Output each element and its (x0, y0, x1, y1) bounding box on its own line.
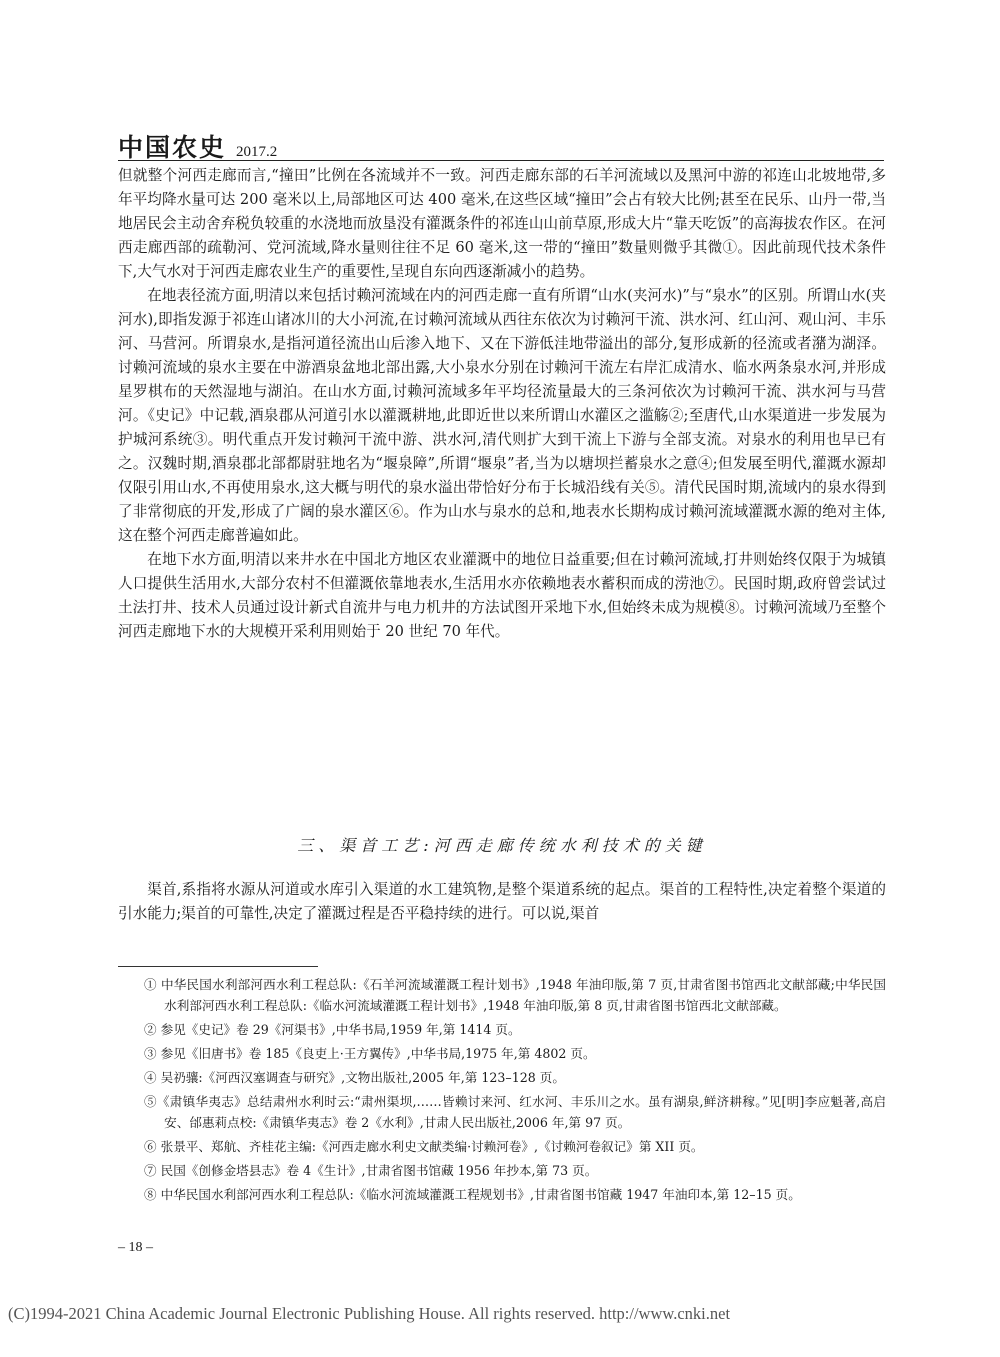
footnote-rule (118, 966, 318, 967)
footnote-5: ⑤《肃镇华夷志》总结肃州水利时云:“肃州渠坝,……皆赖讨来河、红水河、丰乐川之水。虽有湖泉,鲜济耕稼。”见[明]李应魁著,高启安、邰惠莉点校:《肃镇华夷志》卷 2《水利》,甘肃人民出版社,2006 年,第 97 页。 (144, 1094, 886, 1130)
paragraph-2: 在地表径流方面,明清以来包括讨赖河流域在内的河西走廊一直有所谓“山水(夹河水)”与“泉水”的区别。所谓山水(夹河水),即指发源于祁连山诸冰川的大小河流,在讨赖河流域从西往东依次为讨赖河干流、洪水河、红山河、观山河、丰乐河、马营河。所谓泉水,是指河道径流出山后渗入地下、又在下游低洼地带溢出的部分,复形成新的径流或者潴为湖泽。讨赖河流域的泉水主要在中游酒泉盆地北部出露,大小泉水分别在讨赖河干流左右岸汇成清水、临水两条泉水河,并形成星罗棋布的天然湿地与湖泊。在山水方面,讨赖河流域多年平均径流量最大的三条河依次为讨赖河干流、洪水河与马营河。《史记》中记载,酒泉郡从河道引水以灌溉耕地,此即近世以来所谓山水灌区之滥觞②;至唐代,山水渠道进一步发展为护城河系统③。明代重点开发讨赖河干流中游、洪水河,清代则扩大到干流上下游与全部支流。对泉水的利用也早已有之。汉魏时期,酒泉郡北部都尉驻地名为“堰泉障”,所谓“堰泉”者,当为以塘坝拦蓄泉水之意④;但发展至明代,灌溉水源却仅限引用山水,不再使用泉水,这大概与明代的泉水溢出带恰好分布于长城沿线有关⑤。清代民国时期,流域内的泉水得到了非常彻底的开发,形成了广阔的泉水灌区⑥。作为山水与泉水的总和,地表水长期构成讨赖河流域灌溉水源的绝对主体,这在整个河西走廊普遍如此。 (118, 287, 886, 544)
footnote-1: ① 中华民国水利部河西水利工程总队:《石羊河流域灌溉工程计划书》,1948 年油印版,第 7 页,甘肃省图书馆西北文献部藏;中华民国水利部河西水利工程总队:《临水河流域灌溉工程计划书》,1948 年油印版,第 8 页,甘肃省图书馆西北文献部藏。 (144, 977, 886, 1013)
paragraph-3: 在地下水方面,明清以来井水在中国北方地区农业灌溉中的地位日益重要;但在讨赖河流域,打井则始终仅限于为城镇人口提供生活用水,大部分农村不但灌溉依靠地表水,生活用水亦依赖地表水蓄积而成的涝池⑦。民国时期,政府曾尝试过土法打井、技术人员通过设计新式自流井与电力机井的方法试图开采地下水,但始终未成为规模⑧。讨赖河流域乃至整个河西走廊地下水的大规模开采利用则始于 20 世纪 70 年代。 (118, 551, 886, 640)
journal-name: 中国农史 (118, 133, 227, 162)
footnote-6: ⑥ 张景平、郑航、齐桂花主编:《河西走廊水利史文献类编·讨赖河卷》,《讨赖河卷叙记》第 XII 页。 (144, 1139, 704, 1154)
footnote-2: ② 参见《史记》卷 29《河渠书》,中华书局,1959 年,第 1414 页。 (144, 1022, 521, 1037)
footnote-8: ⑧ 中华民国水利部河西水利工程总队:《临水河流域灌溉工程规划书》,甘肃省图书馆藏 1947 年油印本,第 12–15 页。 (144, 1187, 801, 1202)
footnotes (144, 974, 886, 1208)
header-rule (118, 160, 884, 161)
section-paragraph: 渠首,系指将水源从河道或水库引入渠道的水工建筑物,是整个渠道系统的起点。渠首的工程特性,决定着整个渠道的引水能力;渠首的可靠性,决定了灌溉过程是否平稳持续的进行。可以说,渠首 (118, 881, 886, 922)
body-text (118, 164, 886, 644)
footnote-4: ④ 吴礽骧:《河西汉塞调查与研究》,文物出版社,2005 年,第 123–128 页。 (144, 1070, 565, 1085)
issue-number: 2017.2 (236, 144, 278, 160)
copyright-footer: (C)1994-2021 China Academic Journal Electronic Publishing House. All rights reserved. http://www.cnki.net (8, 1304, 731, 1323)
page-number: – 18 – (118, 1240, 153, 1255)
footnote-3: ③ 参见《旧唐书》卷 185《良吏上·王方翼传》,中华书局,1975 年,第 4802 页。 (144, 1046, 596, 1061)
running-header (118, 128, 277, 164)
section-title: 三、渠首工艺:河西走廊传统水利技术的关键 (297, 836, 707, 855)
section-body (118, 878, 886, 926)
footnote-7: ⑦ 民国《创修金塔县志》卷 4《生计》,甘肃省图书馆藏 1956 年抄本,第 73 页。 (144, 1163, 598, 1178)
paragraph-1: 但就整个河西走廊而言,“撞田”比例在各流域并不一致。河西走廊东部的石羊河流域以及黑河中游的祁连山北坡地带,多年平均降水量可达 200 毫米以上,局部地区可达 400 毫米,在这些区域“撞田”会占有较大比例;甚至在民乐、山丹一带,当地居民会主动舍弃税负较重的水浇地而放垦没有灌溉条件的祁连山山前草原,形成大片“靠天吃饭”的高海拔农作区。在河西走廊西部的疏勒河、党河流域,降水量则往往不足 60 毫米,这一带的“撞田”数量则微乎其微①。因此前现代技术条件下,大气水对于河西走廊农业生产的重要性,呈现自东向西逐渐减小的趋势。 (118, 167, 886, 280)
